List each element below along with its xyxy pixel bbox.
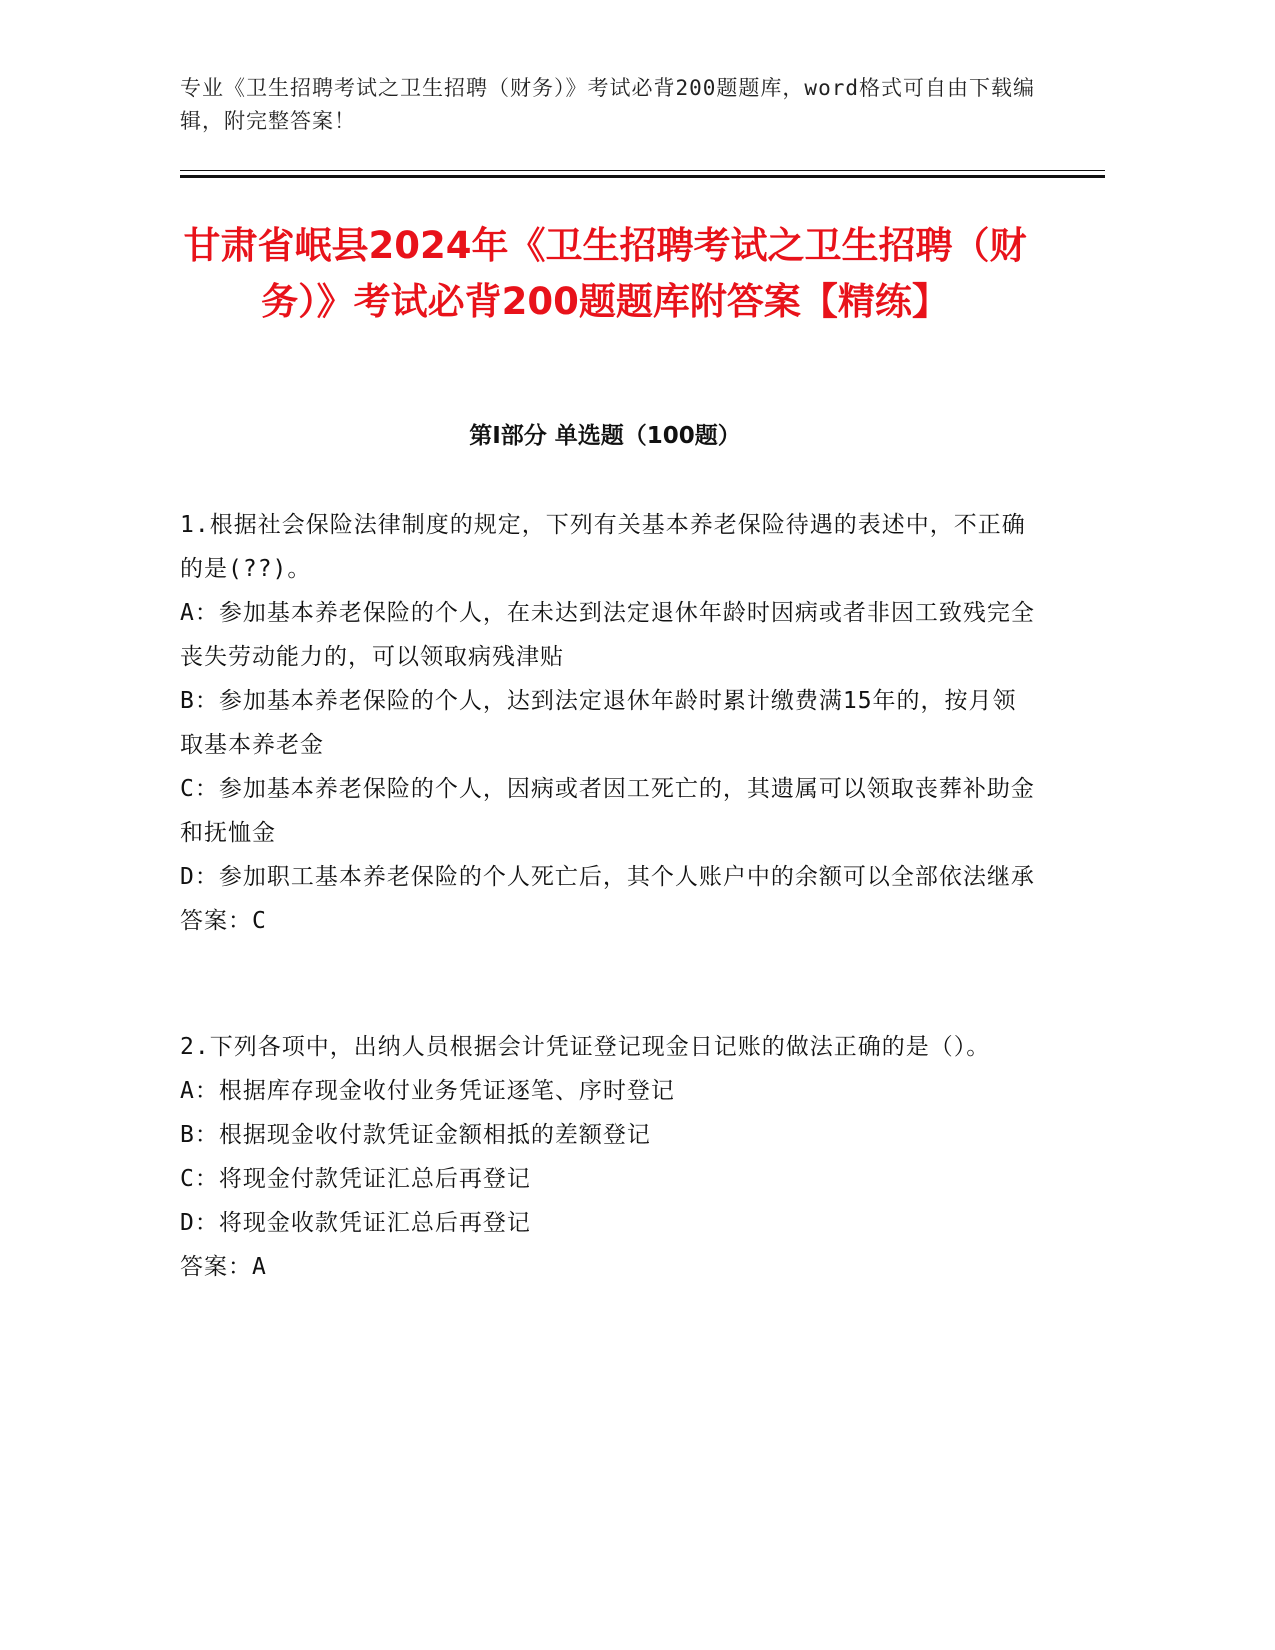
option-c: C：将现金付款凭证汇总后再登记 bbox=[180, 1166, 531, 1192]
answer-label: 答案： bbox=[180, 1254, 252, 1280]
option-a: A：根据库存现金收付业务凭证逐笔、序时登记 bbox=[180, 1078, 675, 1104]
question-2 bbox=[180, 1025, 1040, 1289]
section-heading: 第I部分 单选题（100题） bbox=[469, 423, 741, 449]
answer-value: C bbox=[252, 908, 267, 934]
option-a: A：参加基本养老保险的个人，在未达到法定退休年龄时因病或者非因工致残完全丧失劳动能力的，可以领取病残津贴 bbox=[180, 600, 1035, 670]
question-stem: 1.根据社会保险法律制度的规定，下列有关基本养老保险待遇的表述中，不正确的是(??)。 bbox=[180, 512, 1026, 582]
answer-line bbox=[180, 1245, 1040, 1289]
answer-line bbox=[180, 899, 1040, 943]
answer-value: A bbox=[252, 1254, 267, 1280]
answer-label: 答案： bbox=[180, 908, 252, 934]
option-c: C：参加基本养老保险的个人，因病或者因工死亡的，其遗属可以领取丧葬补助金和抚恤金 bbox=[180, 776, 1035, 846]
option-d: D：参加职工基本养老保险的个人死亡后，其个人账户中的余额可以全部依法继承 bbox=[180, 864, 1035, 890]
option-d: D：将现金收款凭证汇总后再登记 bbox=[180, 1210, 531, 1236]
option-b: B：参加基本养老保险的个人，达到法定退休年龄时累计缴费满15年的，按月领取基本养老金 bbox=[180, 688, 1017, 758]
header-note: 专业《卫生招聘考试之卫生招聘（财务）》考试必背200题题库，word格式可自由下载编辑，附完整答案！ bbox=[180, 76, 1035, 133]
document-title: 甘肃省岷县2024年《卫生招聘考试之卫生招聘（财务）》考试必背200题题库附答案【精练】 bbox=[183, 224, 1027, 323]
header-divider-thick bbox=[180, 175, 1105, 178]
header-divider-thin bbox=[180, 170, 1105, 171]
question-stem: 2.下列各项中，出纳人员根据会计凭证登记现金日记账的做法正确的是（）。 bbox=[180, 1034, 991, 1060]
question-1 bbox=[180, 503, 1040, 943]
option-b: B：根据现金收付款凭证金额相抵的差额登记 bbox=[180, 1122, 651, 1148]
